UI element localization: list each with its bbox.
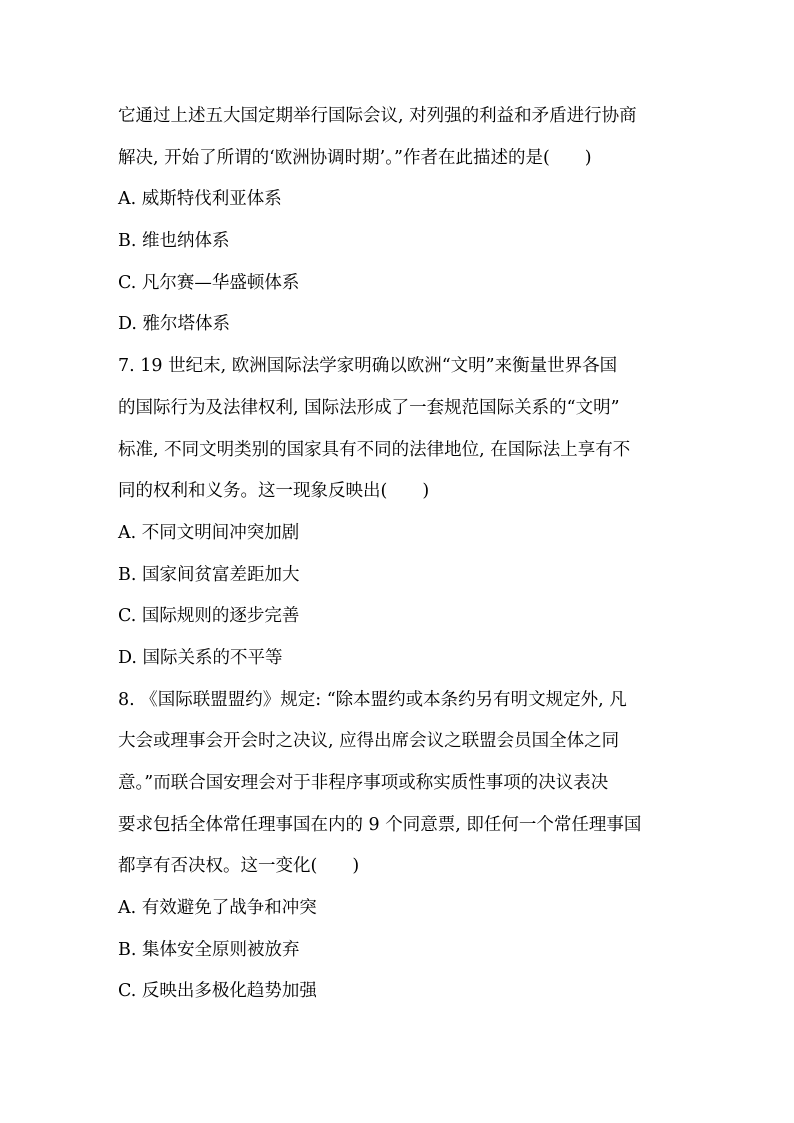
answer-option-c: C. 国际规则的逐步完善 (118, 606, 300, 627)
question-stem-line: 都享有否决权。这一变化( ) (118, 856, 360, 877)
answer-option-c: C. 凡尔赛—华盛顿体系 (118, 272, 300, 293)
answer-option-a: A. 有效避免了战争和冲突 (118, 898, 317, 919)
question-6 (118, 96, 698, 346)
answer-option-b: B. 国家间贫富差距加大 (118, 564, 300, 585)
answer-option-d: D. 国际关系的不平等 (118, 647, 283, 668)
question-stem-line: 要求包括全体常任理事国在内的 9 个同意票, 即任何一个常任理事国 (118, 814, 642, 835)
answer-option-a: A. 不同文明间冲突加剧 (118, 522, 300, 543)
document-page (118, 96, 698, 1013)
question-stem-line: 标准, 不同文明类别的国家具有不同的法律地位, 在国际法上享有不 (118, 439, 631, 460)
answer-option-c: C. 反映出多极化趋势加强 (118, 981, 317, 1002)
question-7 (118, 346, 698, 680)
answer-option-a: A. 威斯特伐利亚体系 (118, 189, 282, 210)
answer-option-d: D. 雅尔塔体系 (118, 314, 231, 335)
question-stem-line: 意。”而联合国安理会对于非程序事项或称实质性事项的决议表决 (118, 773, 609, 793)
question-stem-line: 它通过上述五大国定期举行国际会议, 对列强的利益和矛盾进行协商 (118, 106, 637, 126)
answer-option-b: B. 集体安全原则被放弃 (118, 939, 300, 960)
question-stem-line: 7. 19 世纪末, 欧洲国际法学家明确以欧洲“文明”来衡量世界各国 (118, 356, 618, 377)
question-stem-line: 大会或理事会开会时之决议, 应得出席会议之联盟会员国全体之同 (118, 731, 620, 752)
question-8 (118, 680, 698, 1014)
question-stem-line: 同的权利和义务。这一现象反映出( ) (118, 481, 430, 502)
question-stem-line: 8. 《国际联盟盟约》规定: “除本盟约或本条约另有明文规定外, 凡 (118, 689, 627, 710)
answer-option-b: B. 维也纳体系 (118, 231, 230, 252)
question-stem-line: 的国际行为及法律权利, 国际法形成了一套规范国际关系的“文明” (118, 397, 620, 418)
question-stem-line: 解决, 开始了所谓的‘欧洲协调时期’。”作者在此描述的是( ) (118, 147, 592, 168)
